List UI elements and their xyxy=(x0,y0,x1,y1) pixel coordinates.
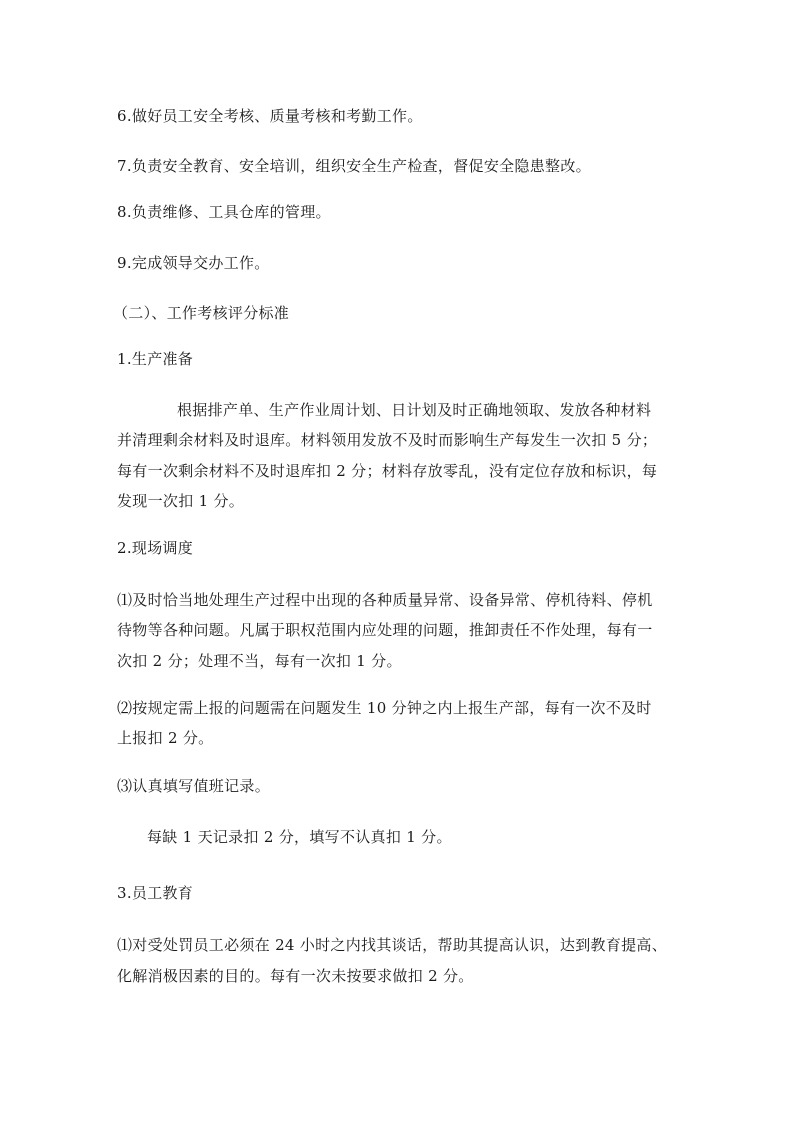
paragraph-line: 并清理剩余材料及时退库。材料领用发放不及时而影响生产每发生一次扣 5 分； xyxy=(117,431,658,449)
duty-item-9: 9.完成领导交办工作。 xyxy=(117,254,270,272)
paragraph-line: 待物等各种问题。凡属于职权范围内应处理的问题，推卸责任不作处理，每有一 xyxy=(117,621,653,639)
paragraph-line: ⑶认真填写值班记录。 xyxy=(117,777,271,795)
paragraph-line: ⑴对受处罚员工必须在 24 小时之内找其谈话，帮助其提高认识，达到教育提高、 xyxy=(117,936,668,954)
paragraph-line: 发现一次扣 1 分。 xyxy=(117,492,245,510)
paragraph-line: 每缺 1 天记录扣 2 分，填写不认真扣 1 分。 xyxy=(147,828,452,846)
heading-site-dispatch: 2.现场调度 xyxy=(117,539,194,557)
paragraph-line: 次扣 2 分；处理不当，每有一次扣 1 分。 xyxy=(117,652,402,670)
section-title: （二）、工作考核评分标准 xyxy=(113,304,290,322)
paragraph-line: 化解消极因素的目的。每有一次未按要求做扣 2 分。 xyxy=(117,967,474,985)
duty-item-7: 7.负责安全教育、安全培训，组织安全生产检查，督促安全隐患整改。 xyxy=(117,157,591,175)
duty-item-6: 6.做好员工安全考核、质量考核和考勤工作。 xyxy=(117,107,423,125)
paragraph-line: ⑴及时恰当地处理生产过程中出现的各种质量异常、设备异常、停机待料、停机 xyxy=(117,591,653,609)
paragraph-line: 上报扣 2 分。 xyxy=(117,729,214,747)
duty-item-8: 8.负责维修、工具仓库的管理。 xyxy=(117,203,331,221)
paragraph-line: 根据排产单、生产作业周计划、日计划及时正确地领取、发放各种材料 xyxy=(177,401,652,419)
paragraph-line: ⑵按规定需上报的问题需在问题发生 10 分钟之内上报生产部，每有一次不及时 xyxy=(117,699,652,717)
heading-staff-education: 3.员工教育 xyxy=(117,884,194,902)
paragraph-line: 每有一次剩余材料不及时退库扣 2 分；材料存放零乱，没有定位存放和标识，每 xyxy=(117,462,658,480)
heading-production-prep: 1.生产准备 xyxy=(117,350,194,368)
